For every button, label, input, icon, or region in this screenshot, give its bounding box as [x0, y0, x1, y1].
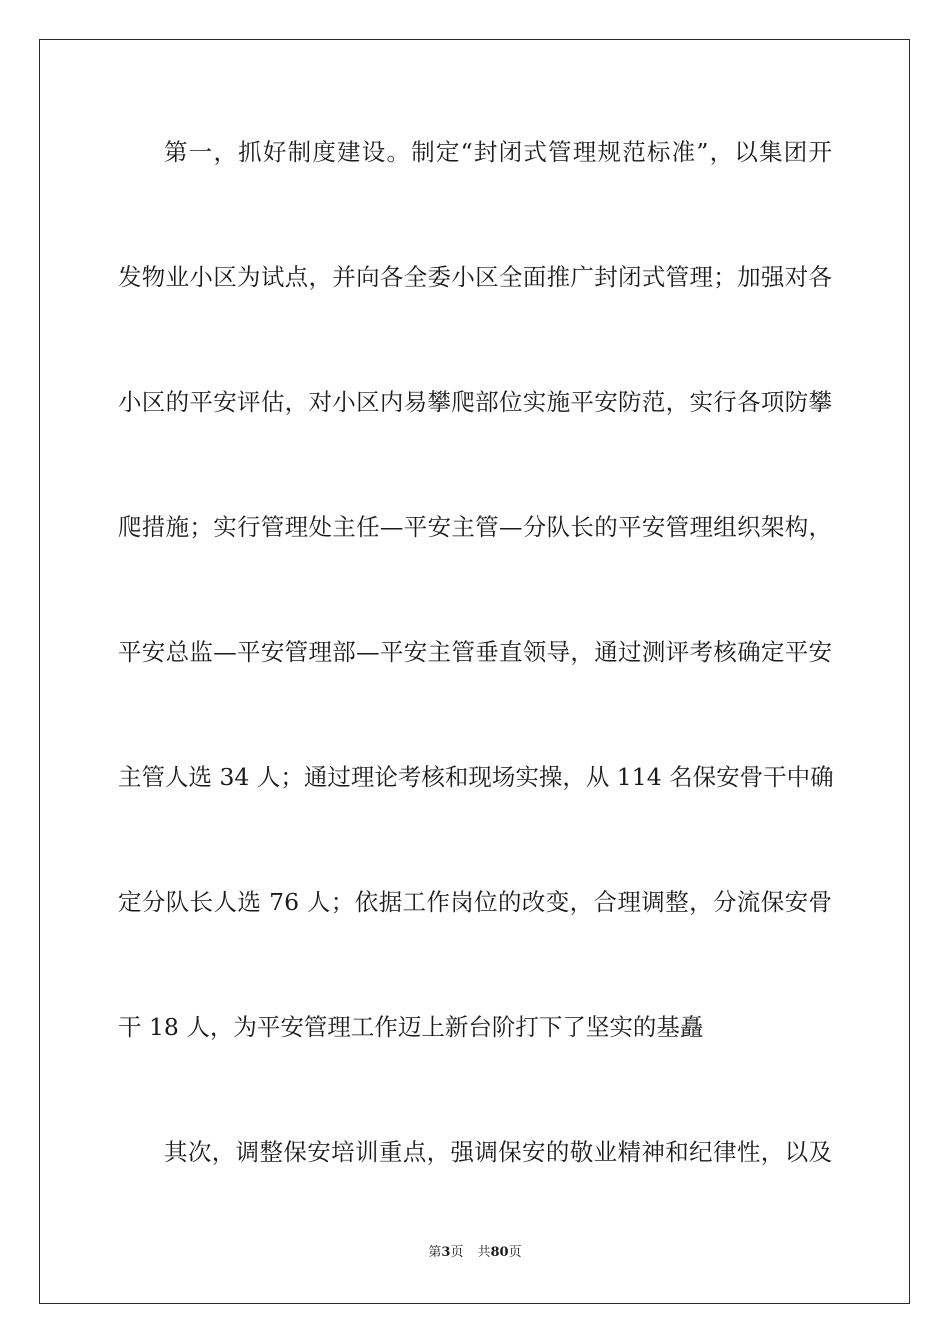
text-line-3: 小区的平安评估，对小区内易攀爬部位实施平安防范，实行各项防攀: [118, 388, 832, 416]
page-footer: [0, 1244, 950, 1262]
text-line-7: 定分队长人选 76 人；依据工作岗位的改变，合理调整，分流保安骨: [118, 888, 832, 916]
page-border: [39, 39, 910, 1304]
footer-total-prefix: 共: [477, 1245, 491, 1260]
footer-page-number: 3: [441, 1245, 451, 1260]
footer-page-suffix: 页: [450, 1245, 464, 1260]
footer-page-prefix: 第: [428, 1245, 442, 1260]
text-line-2: 发物业小区为试点，并向各全委小区全面推广封闭式管理；加强对各: [118, 263, 832, 291]
text-line-8: 干 18 人，为平安管理工作迈上新台阶打下了坚实的基矗: [118, 1013, 704, 1041]
footer-total-pages: 80: [490, 1245, 509, 1260]
text-line-6: 主管人选 34 人；通过理论考核和现场实操，从 114 名保安骨干中确: [118, 763, 834, 791]
text-line-1: 第一，抓好制度建设。制定“封闭式管理规范标准”，以集团开: [164, 138, 832, 166]
text-line-9: 其次，调整保安培训重点，强调保安的敬业精神和纪律性，以及: [164, 1138, 832, 1166]
text-line-5: 平安总监—平安管理部—平安主管垂直领导，通过测评考核确定平安: [118, 638, 832, 666]
text-line-4: 爬措施；实行管理处主任—平安主管—分队长的平安管理组织架构，: [118, 513, 832, 541]
footer-total-suffix: 页: [508, 1245, 522, 1260]
